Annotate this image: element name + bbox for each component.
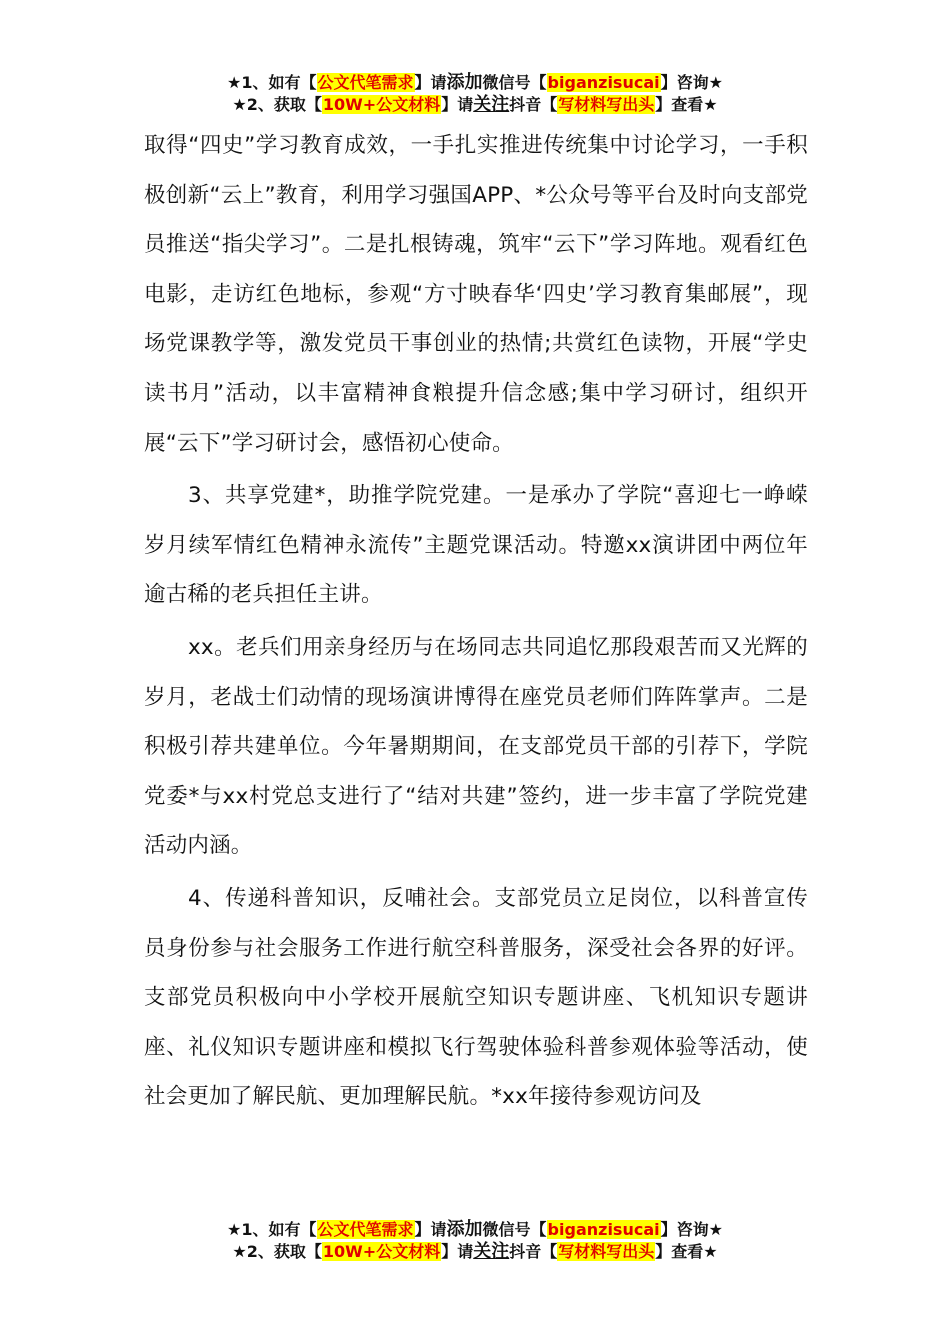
banner-text: 抖音【 xyxy=(509,1242,558,1261)
banner-text: 】请 xyxy=(414,73,447,92)
banner-emphasis: 关注 xyxy=(473,94,510,115)
banner-line-2 xyxy=(0,94,950,116)
banner-highlight: 公文代笔需求 xyxy=(317,73,414,92)
banner-text: 】查看★ xyxy=(655,95,718,114)
banner-text: 微信号【 xyxy=(482,73,547,92)
banner-text: 微信号【 xyxy=(482,1220,547,1239)
paragraph: xx。老兵们用亲身经历与在场同志共同追忆那段艰苦而又光辉的岁月，老战士们动情的现场演讲博得在座党员老师们阵阵掌声。二是积极引荐共建单位。今年暑期期间，在支部党员干部的引荐下，学院党委*与xx村党总支进行了“结对共建”签约，进一步丰富了学院党建活动内涵。 xyxy=(144,634,808,859)
banner-text: ★2、获取【 xyxy=(232,95,322,114)
banner-emphasis: 添加 xyxy=(446,72,483,93)
banner-text: ★1、如有【 xyxy=(227,73,317,92)
document-body xyxy=(144,121,808,1125)
banner-line-2 xyxy=(0,1241,950,1263)
paragraph: 4、传递科普知识，反哺社会。支部党员立足岗位，以科普宣传员身份参与社会服务工作进行航空科普服务，深受社会各界的好评。支部党员积极向中小学校开展航空知识专题讲座、飞机知识专题讲座、礼仪知识专题讲座和模拟飞行驾驶体验科普参观体验等活动，使社会更加了解民航、更加理解民航。*xx年接待参观访问及 xyxy=(144,885,808,1110)
header-banner xyxy=(0,72,950,116)
banner-douyin-id: 写材料写出头 xyxy=(558,1242,655,1261)
paragraph: 取得“四史”学习教育成效，一手扎实推进传统集中讨论学习，一手积极创新“云上”教育，利用学习强国APP、*公众号等平台及时向支部党员推送“指尖学习”。二是扎根铸魂，筑牢“云下”学习阵地。观看红色电影，走访红色地标，参观“方寸映春华‘四史’学习教育集邮展”，现场党课教学等，激发党员干事创业的热情;共赏红色读物，开展“学史读书月”活动，以丰富精神食粮提升信念感;集中学习研讨，组织开展“云下”学习研讨会，感悟初心使命。 xyxy=(144,133,808,456)
banner-text: 】查看★ xyxy=(655,1242,718,1261)
banner-highlight: 公文代笔需求 xyxy=(317,1220,414,1239)
banner-line-1 xyxy=(0,72,950,94)
banner-text: ★2、获取【 xyxy=(232,1242,322,1261)
banner-text: 】请 xyxy=(441,95,474,114)
banner-emphasis: 关注 xyxy=(473,1241,510,1262)
banner-text: 】请 xyxy=(414,1220,447,1239)
banner-emphasis: 添加 xyxy=(446,1219,483,1240)
paragraph: 3、共享党建*，助推学院党建。一是承办了学院“喜迎七一峥嵘岁月续军情红色精神永流传”主题党课活动。特邀xx演讲团中两位年逾古稀的老兵担任主讲。 xyxy=(144,483,808,608)
banner-wechat-id: biganzisucai xyxy=(547,73,660,92)
banner-highlight: 10W+公文材料 xyxy=(322,95,441,114)
banner-text: 】请 xyxy=(441,1242,474,1261)
banner-highlight: 10W+公文材料 xyxy=(322,1242,441,1261)
banner-text: 抖音【 xyxy=(509,95,558,114)
banner-text: 】咨询★ xyxy=(660,73,723,92)
banner-text: ★1、如有【 xyxy=(227,1220,317,1239)
banner-text: 】咨询★ xyxy=(660,1220,723,1239)
banner-wechat-id: biganzisucai xyxy=(547,1220,660,1239)
footer-banner xyxy=(0,1219,950,1263)
banner-douyin-id: 写材料写出头 xyxy=(558,95,655,114)
banner-line-1 xyxy=(0,1219,950,1241)
